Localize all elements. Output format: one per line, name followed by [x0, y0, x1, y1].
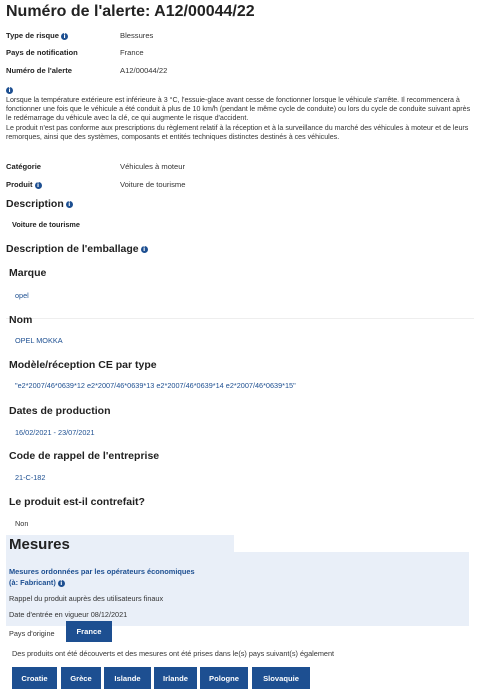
counterfeit-heading: Le produit est-il contrefait?: [9, 496, 145, 508]
name-value: OPEL MOKKA: [15, 336, 63, 345]
description-heading: Description i: [6, 198, 73, 210]
product-value: Voiture de tourisme: [120, 180, 186, 189]
product-label: Produit i: [6, 180, 118, 189]
operators-measures-title: Mesures ordonnées par les opérateurs économiques (à: Fabricant) i: [9, 567, 195, 587]
production-dates-heading: Dates de production: [9, 405, 111, 417]
model-heading: Modèle/réception CE par type: [9, 359, 157, 371]
risk-type-value: Blessures: [120, 31, 154, 40]
info-icon[interactable]: i: [58, 580, 65, 587]
country-button[interactable]: Slovaquie: [252, 667, 310, 689]
country-button[interactable]: Pologne: [200, 667, 248, 689]
origin-label: Pays d'origine: [9, 629, 55, 638]
measures-heading: Mesures: [9, 536, 70, 553]
divider: [6, 318, 474, 319]
country-button[interactable]: Grèce: [61, 667, 101, 689]
risk-description: [6, 96, 472, 142]
notifying-country-value: France: [120, 48, 144, 57]
risk-type-label: Type de risque i: [6, 31, 118, 40]
info-icon[interactable]: i: [6, 87, 13, 94]
other-countries-note: Des produits ont été découverts et des mesures ont été prises dans le(s) pays suivant(s) également: [12, 649, 335, 658]
recall-code-heading: Code de rappel de l'entreprise: [9, 450, 160, 462]
page-title: Numéro de l'alerte: A12/00044/22: [6, 3, 255, 20]
risk-paragraph: Le produit n'est pas conforme aux prescriptions du règlement relatif à la réception et à la surveillance du marché des véhicules à moteur et de leurs remorques, ainsi que des systèmes, composants et entités techniques distinctes destinés à ces véhicules.: [6, 123, 469, 141]
model-value: "e2*2007/46*0639*12 e2*2007/46*0639*13 e2*2007/46*0639*14 e2*2007/46*0639*15": [15, 381, 296, 390]
info-icon[interactable]: i: [141, 246, 148, 253]
country-button[interactable]: Croatie: [12, 667, 57, 689]
country-button[interactable]: Islande: [104, 667, 151, 689]
entry-into-force: Date d'entrée en vigueur 08/12/2021: [9, 610, 128, 619]
production-dates-value: 16/02/2021 - 23/07/2021: [15, 428, 95, 437]
risk-paragraph: Lorsque la température extérieure est inférieure à 3 °C, l'essuie-glace avant cesse de fonctionner lorsque le véhicule s'arrête. Il recommencera à fonctionner une fois que le véhicule a été conduit à plus de 10 km/h (pendant le même cycle de conduite) ou lors du cycle de conduite suivant après le redémarrage du véhicule avec la clé, ce qui augmente le risque d'accident.: [6, 96, 471, 123]
info-icon[interactable]: i: [66, 201, 73, 208]
description-value: Voiture de tourisme: [12, 220, 80, 229]
info-icon[interactable]: i: [61, 33, 68, 40]
info-icon[interactable]: i: [35, 182, 42, 189]
counterfeit-value: Non: [15, 519, 29, 528]
country-button[interactable]: Irlande: [154, 667, 197, 689]
brand-value: opel: [15, 291, 29, 300]
alert-number-value: A12/00044/22: [120, 66, 168, 75]
brand-heading: Marque: [9, 267, 47, 279]
name-heading: Nom: [9, 314, 33, 326]
category-value: Véhicules à moteur: [120, 162, 186, 171]
alert-number-label: Numéro de l'alerte: [6, 66, 72, 75]
notifying-country-label: Pays de notification: [6, 48, 78, 57]
recall-code-value: 21-C-182: [15, 473, 46, 482]
origin-country-button[interactable]: France: [66, 621, 112, 642]
measure-text: Rappel du produit auprès des utilisateurs finaux: [9, 594, 164, 603]
category-label: Catégorie: [6, 162, 42, 171]
packaging-heading: Description de l'emballage i: [6, 243, 148, 255]
